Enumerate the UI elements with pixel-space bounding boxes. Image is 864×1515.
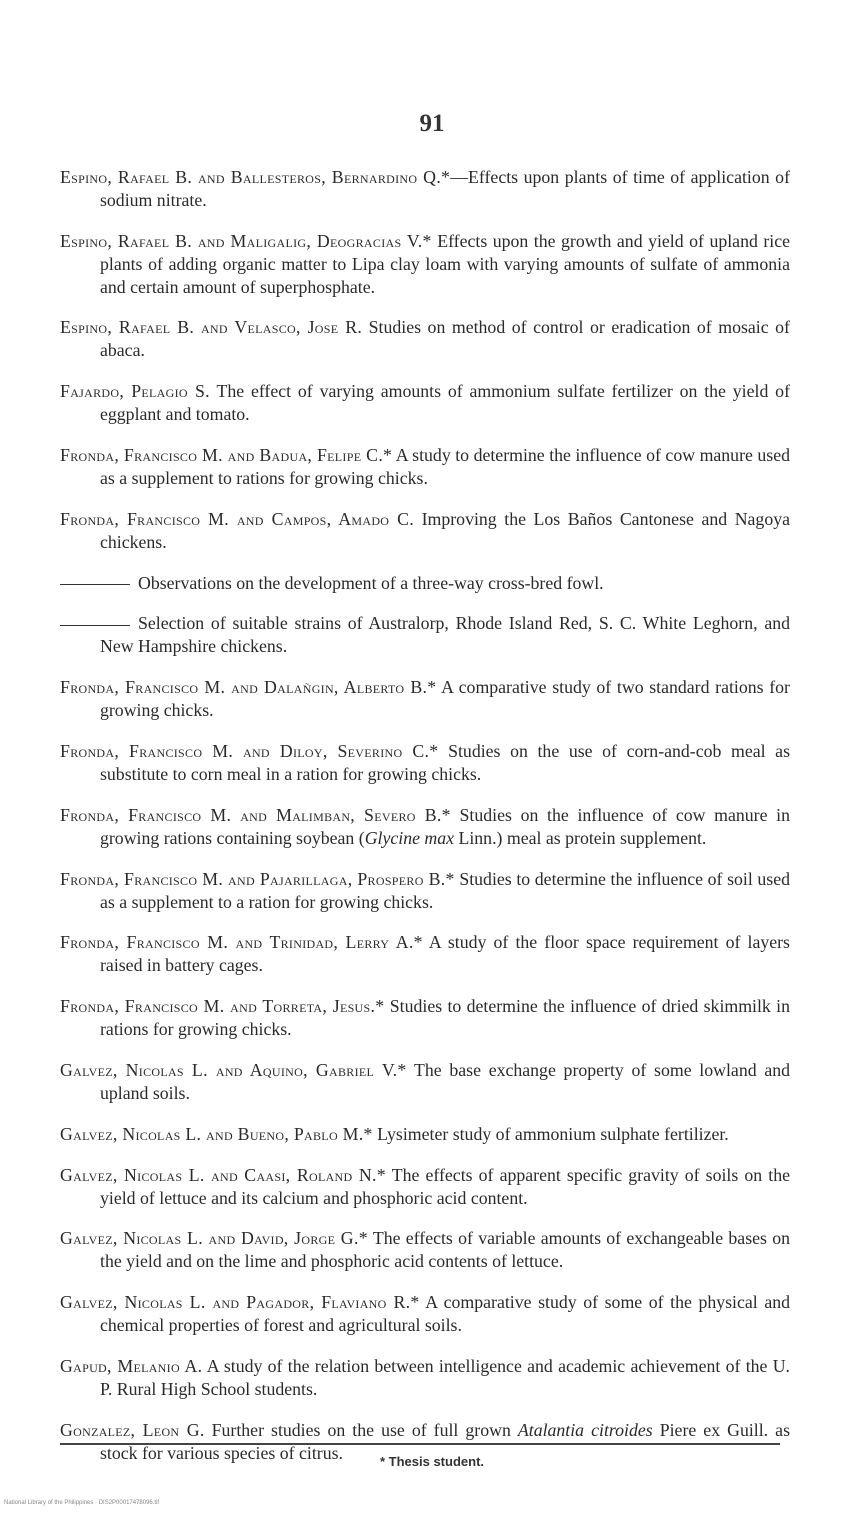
list-item xyxy=(60,1123,790,1146)
entry-title: A study of the relation between intelligence and academic achievement of the U. P. Rural High School students. xyxy=(100,1355,791,1399)
footnote: * Thesis student. xyxy=(379,1454,485,1469)
list-item xyxy=(60,230,790,299)
entry-title: Studies on the use of corn-and-cob meal as substitute to corn meal in a ration for growing chicks. xyxy=(100,740,790,784)
entry-title: The effect of varying amounts of ammonium sulfate fertilizer on the yield of eggplant and tomato. xyxy=(100,381,790,425)
entry-author: Galvez, Nicolas L. and Pagador, Flaviano R.* xyxy=(60,1292,420,1313)
list-item xyxy=(60,1355,790,1401)
entry-title: Studies to determine the influence of soil used as a supplement to a ration for growing chicks. xyxy=(100,868,790,912)
entry-author: Fronda, Francisco M. and Pajarillaga, Prospero B.* xyxy=(60,868,455,889)
list-item xyxy=(60,316,790,362)
entry-author: Espino, Rafael B. and Ballesteros, Bernardino Q.* xyxy=(60,166,451,187)
list-item xyxy=(60,676,790,722)
entry-title: A comparative study of some of the physical and chemical properties of forest and agricultural soils. xyxy=(100,1292,790,1336)
list-item xyxy=(60,1291,790,1337)
entry-title: Further studies on the use of full grown xyxy=(204,1419,518,1440)
entry-title: —Effects upon plants of time of application of sodium nitrate. xyxy=(100,166,790,210)
entry-author: Fronda, Francisco M. and Diloy, Severino C.* xyxy=(60,740,439,761)
entry-author: Fronda, Francisco M. and Torreta, Jesus.* xyxy=(60,996,385,1017)
entry-title-italic: Atalantia citroides xyxy=(517,1419,653,1440)
list-item xyxy=(60,166,790,212)
entry-author: Gonzalez, Leon G. xyxy=(60,1419,205,1440)
entry-author: Fajardo, Pelagio S. xyxy=(60,381,210,402)
source-stamp: National Library of the Philippines · DIS2P00017478096.tif xyxy=(4,1500,160,1506)
list-item xyxy=(60,931,790,977)
footnote-rule xyxy=(60,1443,780,1445)
entry-title: A study of the floor space requirement of layers raised in battery cages. xyxy=(100,932,790,976)
bibliography-list xyxy=(60,148,790,1470)
list-item xyxy=(60,444,790,490)
entry-title: Improving the Los Baños Cantonese and Nagoya chickens. xyxy=(100,508,790,552)
entry-title-italic: Glycine max xyxy=(364,827,455,848)
list-item xyxy=(60,868,790,914)
entry-author: Galvez, Nicolas L. and David, Jorge G.* xyxy=(60,1228,368,1249)
entry-title: The effects of apparent specific gravity of soils on the yield of lettuce and its calcium and phosphoric acid content. xyxy=(100,1164,791,1208)
entry-author: Fronda, Francisco M. and Trinidad, Lerry A.* xyxy=(60,932,423,953)
entry-title: A comparative study of two standard rations for growing chicks. xyxy=(100,677,790,721)
entry-author: Galvez, Nicolas L. and Bueno, Pablo M.* xyxy=(60,1123,373,1144)
entry-title-after: Linn.) meal as protein supplement. xyxy=(454,827,707,848)
entry-author: Espino, Rafael B. and Velasco, Jose R. xyxy=(60,317,363,338)
entry-title-after: Piere ex Guill. as stock for various species of citrus. xyxy=(100,1419,790,1463)
list-item xyxy=(60,804,790,850)
entry-title: Observations on the development of a three-way cross-bred fowl. xyxy=(138,572,604,593)
list-item xyxy=(60,1059,790,1105)
entry-title: Effects upon the growth and yield of upland rice plants of adding organic matter to Lipa clay loam with varying amounts of sulfate of ammonia and certain amount of superphosphate. xyxy=(100,230,791,297)
list-item xyxy=(60,508,790,554)
entry-title: The base exchange property of some lowland and upland soils. xyxy=(100,1059,790,1103)
list-item xyxy=(60,380,790,426)
entry-author: Galvez, Nicolas L. and Caasi, Roland N.* xyxy=(60,1164,386,1185)
entry-title: The effects of variable amounts of exchangeable bases on the yield and on the lime and phosphoric acid contents of lettuce. xyxy=(100,1228,790,1272)
page-number: 91 xyxy=(419,110,445,137)
entry-author: Fronda, Francisco M. and Dalañgin, Alberto B.* xyxy=(60,677,437,698)
entry-author: Espino, Rafael B. and Maligalig, Deogracias V.* xyxy=(60,230,432,251)
entry-title: Studies to determine the influence of dried skimmilk in rations for growing chicks. xyxy=(100,996,790,1040)
ditto-dash xyxy=(60,625,130,626)
entry-title: A study to determine the influence of cow manure used as a supplement to rations for growing chicks. xyxy=(100,444,791,488)
entry-author: Fronda, Francisco M. and Badua, Felipe C.* xyxy=(60,444,393,465)
entry-author: Gapud, Melanio A. xyxy=(60,1355,203,1376)
entry-author: Fronda, Francisco M. and Campos, Amado C. xyxy=(60,508,415,529)
entry-title: Studies on the influence of cow manure in growing rations containing soybean ( xyxy=(100,804,790,848)
list-item xyxy=(60,995,790,1041)
entry-author: Galvez, Nicolas L. and Aquino, Gabriel V.* xyxy=(60,1059,407,1080)
list-item xyxy=(60,1227,790,1273)
list-item xyxy=(60,1164,790,1210)
list-item xyxy=(60,740,790,786)
ditto-dash xyxy=(60,584,130,585)
entry-title: Lysimeter study of ammonium sulphate fertilizer. xyxy=(372,1123,729,1144)
entry-author: Fronda, Francisco M. and Malimban, Severo B.* xyxy=(60,804,451,825)
entry-title: Selection of suitable strains of Australorp, Rhode Island Red, S. C. White Leghorn, and New Hampshire chickens. xyxy=(100,613,790,657)
list-item xyxy=(60,612,790,658)
entry-title: Studies on method of control or eradication of mosaic of abaca. xyxy=(100,317,790,361)
list-item xyxy=(60,572,790,595)
